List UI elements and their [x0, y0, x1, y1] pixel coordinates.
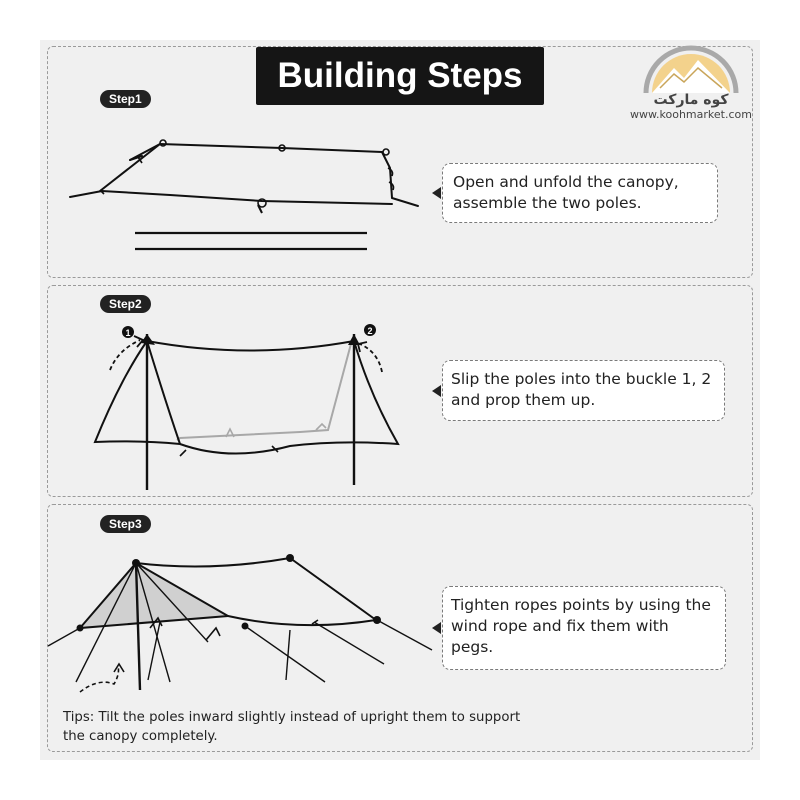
step3-instruction: Tighten ropes points by using the wind rope and fix them with pegs. — [442, 586, 726, 670]
logo-brand-name: کوه مارکت — [653, 92, 729, 108]
step3-badge: Step3 — [100, 515, 151, 533]
tips-note: Tips: Tilt the poles inward slightly instead of upright them to support the canopy completely. — [63, 710, 521, 744]
step2-instruction: Slip the poles into the buckle 1, 2 and prop them up. — [442, 360, 725, 421]
page-title: Building Steps — [256, 47, 544, 105]
logo-url: www.koohmarket.com — [630, 108, 752, 121]
step2-badge: Step2 — [100, 295, 151, 313]
step1-badge: Step1 — [100, 90, 151, 108]
buckle-1-label: 1 — [125, 328, 131, 338]
step1-instruction: Open and unfold the canopy, assemble the two poles. — [442, 163, 718, 223]
buckle-2-label: 2 — [367, 326, 373, 336]
